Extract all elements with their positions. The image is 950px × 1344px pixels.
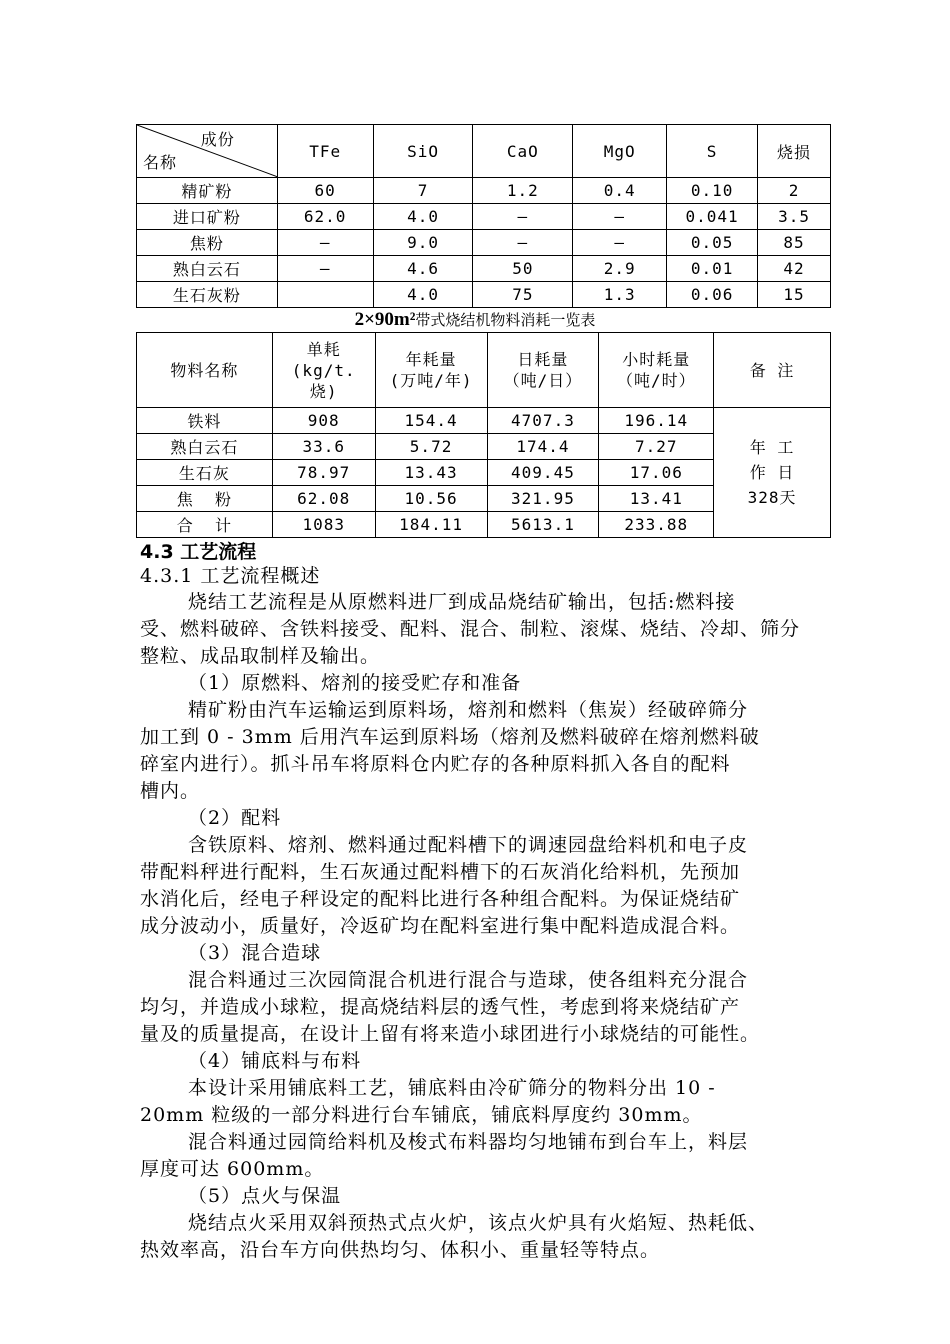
step-heading: （5）点火与保温 (188, 1185, 342, 1207)
paragraph-line: 加工到 0 - 3mm 后用汽车运到原料场（熔剂及燃料破碎在熔剂燃料破 (140, 726, 760, 748)
paragraph-line: 量及的质量提高，在设计上留有将来造小球团进行小球烧结的可能性。 (140, 1023, 761, 1045)
column-header: MgO (573, 125, 667, 178)
table-cell: 4.0 (373, 204, 473, 230)
table-row (137, 178, 831, 204)
table-cell: 174.4 (487, 434, 599, 460)
table-cell: 321.95 (487, 486, 599, 512)
paragraph-line: 碎室内进行）。抓斗吊车将原料仓内贮存的各种原料抓入各自的配料 (140, 753, 731, 775)
section-heading: 4.3 工艺流程 (140, 541, 257, 563)
table-cell: 1.2 (473, 178, 573, 204)
table-cell: 60 (277, 178, 373, 204)
paragraph-line: 受、燃料破碎、含铁料接受、配料、混合、制粒、滚煤、烧结、冷却、筛分 (140, 618, 801, 640)
table-cell: 0.10 (667, 178, 758, 204)
table-cell: 精矿粉 (137, 178, 278, 204)
table-cell: 5.72 (375, 434, 487, 460)
column-header: TFe (277, 125, 373, 178)
step-heading: （2）配料 (188, 807, 282, 829)
paragraph-line: 水消化后，经电子秤设定的配料比进行各种组合配料。为保证烧结矿 (140, 888, 741, 910)
column-header: 日耗量 （吨/日） (487, 333, 599, 408)
paragraph-line: 带配料秤进行配料，生石灰通过配料槽下的石灰消化给料机，先预加 (140, 861, 741, 883)
table-row (137, 230, 831, 256)
table-cell: 合 计 (137, 512, 273, 538)
table-cell: 4.6 (373, 256, 473, 282)
corner-bottom-label: 名称 (143, 153, 178, 172)
paragraph-line: 均匀，并造成小球粒，提高烧结料层的透气性，考虑到将来烧结矿产 (140, 996, 741, 1018)
table-cell: 908 (272, 408, 375, 434)
table-cell: 15 (758, 282, 831, 308)
consumption-table (136, 332, 831, 538)
table-header-row (137, 333, 831, 408)
paragraph-line: 混合料通过园筒给料机及梭式布料器均匀地铺布到台车上，料层 (188, 1131, 749, 1153)
table-header-row (137, 125, 831, 178)
table-cell: 154.4 (375, 408, 487, 434)
table-cell: 1083 (272, 512, 375, 538)
paragraph-line: 成分波动小，质量好，冷返矿均在配料室进行集中配料造成混合料。 (140, 915, 741, 937)
table-cell: — (277, 230, 373, 256)
table-cell: 2.9 (573, 256, 667, 282)
table-cell: 1.3 (573, 282, 667, 308)
column-header: 物料名称 (137, 333, 273, 408)
table-cell: — (573, 230, 667, 256)
column-header: CaO (473, 125, 573, 178)
table-cell: — (277, 256, 373, 282)
paragraph-line: 烧结点火采用双斜预热式点火炉，该点火炉具有火焰短、热耗低、 (188, 1212, 769, 1234)
paragraph-line: 热效率高，沿台车方向供热均匀、体积小、重量轻等特点。 (140, 1239, 661, 1261)
table-cell: 熟白云石 (137, 256, 278, 282)
paragraph-line: 整粒、成品取制样及输出。 (140, 645, 381, 667)
column-header: 年耗量 (万吨/年) (375, 333, 487, 408)
table-cell: 62.0 (277, 204, 373, 230)
column-header: 小时耗量 （吨/时） (599, 333, 714, 408)
table-cell: 13.43 (375, 460, 487, 486)
step-heading: （1）原燃料、熔剂的接受贮存和准备 (188, 672, 522, 694)
table-cell: 196.14 (599, 408, 714, 434)
table-caption (0, 309, 950, 331)
table-cell: 3.5 (758, 204, 831, 230)
table-cell: 生石灰 (137, 460, 273, 486)
table-cell: 2 (758, 178, 831, 204)
table-cell (277, 282, 373, 308)
paragraph-line: 烧结工艺流程是从原燃料进厂到成品烧结矿输出，包括:燃料接 (188, 591, 736, 613)
table-cell: 184.11 (375, 512, 487, 538)
paragraph-line: 混合料通过三次园筒混合机进行混合与造球，使各组料充分混合 (188, 969, 749, 991)
table-cell: 0.06 (667, 282, 758, 308)
table-cell: 7 (373, 178, 473, 204)
table-cell: 233.88 (599, 512, 714, 538)
table-cell: 409.45 (487, 460, 599, 486)
subsection-heading: 4.3.1 工艺流程概述 (140, 565, 321, 587)
step-heading: （4）铺底料与布料 (188, 1050, 362, 1072)
column-header: S (667, 125, 758, 178)
table-cell: 85 (758, 230, 831, 256)
table-cell: 78.97 (272, 460, 375, 486)
table-cell: 焦 粉 (137, 486, 273, 512)
table-row (137, 256, 831, 282)
table-cell: 33.6 (272, 434, 375, 460)
table-cell: 焦粉 (137, 230, 278, 256)
paragraph-line: 槽内。 (140, 780, 201, 802)
paragraph-line: 含铁原料、熔剂、燃料通过配料槽下的调速园盘给料机和电子皮 (188, 834, 749, 856)
table-cell: — (473, 230, 573, 256)
table-caption-text: 带式烧结机物料消耗一览表 (415, 311, 596, 329)
table-cell: 7.27 (599, 434, 714, 460)
column-header: 备 注 (714, 333, 831, 408)
table-cell: — (473, 204, 573, 230)
diagonal-header-cell (137, 125, 278, 178)
table-cell: 熟白云石 (137, 434, 273, 460)
table-cell: 5613.1 (487, 512, 599, 538)
table-cell: 9.0 (373, 230, 473, 256)
table-row (137, 282, 831, 308)
composition-table (136, 124, 831, 308)
table-cell: 生石灰粉 (137, 282, 278, 308)
table-row (137, 204, 831, 230)
table-cell: 75 (473, 282, 573, 308)
table-cell: 0.041 (667, 204, 758, 230)
column-header: 单耗 (kg/t. 烧) (272, 333, 375, 408)
table-cell: 进口矿粉 (137, 204, 278, 230)
table-cell: 0.01 (667, 256, 758, 282)
table-cell: 10.56 (375, 486, 487, 512)
table-cell: 0.4 (573, 178, 667, 204)
paragraph-line: 精矿粉由汽车运输运到原料场，熔剂和燃料（焦炭）经破碎筛分 (188, 699, 749, 721)
paragraph-line: 厚度可达 600mm。 (140, 1158, 325, 1180)
table-caption-bold: 2×90m² (354, 309, 416, 330)
step-heading: （3）混合造球 (188, 942, 322, 964)
corner-top-label: 成份 (200, 130, 235, 149)
table-cell: 13.41 (599, 486, 714, 512)
table-cell: — (573, 204, 667, 230)
column-header: SiO (373, 125, 473, 178)
table-cell: 0.05 (667, 230, 758, 256)
table-cell: 4707.3 (487, 408, 599, 434)
table-cell: 17.06 (599, 460, 714, 486)
note-cell: 年 工 作 日 328天 (714, 408, 831, 538)
paragraph-line: 20mm 粒级的一部分料进行台车铺底，铺底料厚度约 30mm。 (140, 1104, 703, 1126)
table-cell: 42 (758, 256, 831, 282)
table-cell: 4.0 (373, 282, 473, 308)
table-cell: 铁料 (137, 408, 273, 434)
table-row (137, 408, 831, 434)
table-cell: 62.08 (272, 486, 375, 512)
table-cell: 50 (473, 256, 573, 282)
paragraph-line: 本设计采用铺底料工艺，铺底料由冷矿筛分的物料分出 10 - (188, 1077, 716, 1099)
column-header: 烧损 (758, 125, 831, 178)
